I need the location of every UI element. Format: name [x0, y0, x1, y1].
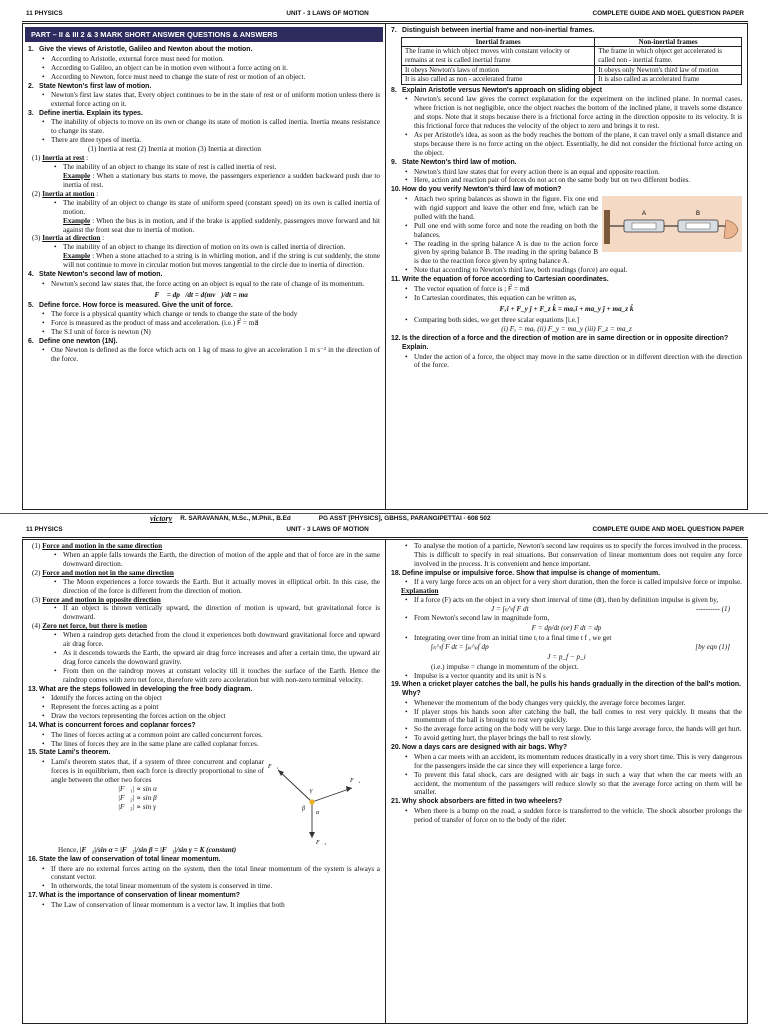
answer-bullet: • Note that according to Newton's third law, both readings (force) are equal.	[405, 266, 742, 275]
page-one	[22, 10, 748, 510]
question-6: 6. Define one newton (1N).	[28, 337, 118, 345]
equation: J = ∫ₜᵢ^ₜf F dt ---------- (1)	[491, 605, 730, 614]
explanation-heading: Explanation	[401, 587, 439, 596]
question-14: 14. What is concurrent forces and coplanar forces?	[28, 722, 196, 730]
answer-bullet: • When an apple falls towards the Earth, the direction of motion of the apple and that of force are in the same downward direction.	[54, 551, 380, 569]
answer-list	[391, 578, 742, 587]
table-cell: It obeys only Newton's third law of motion	[595, 65, 742, 75]
answer-list	[28, 865, 380, 892]
answer-list	[28, 346, 380, 364]
answer-bullet: • In otherwords, the total linear momentum of the system is conserved in time.	[42, 882, 380, 891]
answer-bullet: • So the average force acting on the body will be very large. Due to this large average force, the hands will get hurt.	[405, 725, 742, 734]
subheading: (1) Force and motion in the same direction	[32, 542, 163, 550]
page-footer	[0, 513, 768, 524]
header-guide: COMPLETE GUIDE AND MOEL QUESTION PAPER	[592, 10, 744, 17]
answer-bullet: • To analyse the motion of a particle, Newton's second law requires us to specify the forces involved in the process. This is difficult to specify in real situations. But conservation of linear momentum does not require any force involved in the process. It is convenient and hence important.	[405, 542, 742, 569]
equation: (i) Fₓ = maₓ (ii) F_y = ma_y (iii) F_z = ma_z	[501, 325, 632, 334]
answer-bullet: • To avoid getting hurt, the player brings the ball to rest slowly.	[405, 734, 742, 743]
answer-bullet: • Integrating over time from an initial time tᵢ to a final time t f , we get	[405, 634, 742, 643]
answer-list	[391, 753, 742, 798]
answer-bullet: • The inability of an object to change its direction of motion on its own is called inertia of direction. Example : When a stone attached to a string is in whirling motion, and if the string is cut suddenly, the stone will not continue to move in circular motion but moves tangential to the circle due to inertia of direction.	[54, 243, 380, 270]
answer-bullet: • From then on the raindrop moves at constant velocity till it touches the surface of the Earth. Hence the raindrop comes with zero net force, therefore with zero acceleration but with non-zero terminal velocity.	[54, 667, 380, 685]
answer-bullet: • The Law of conservation of linear momentum is a vector law. It implies that both	[42, 901, 380, 910]
question-9: 9. State Newton's third law of motion.	[391, 158, 517, 166]
answer-list	[391, 807, 742, 825]
answer-bullet: • Newton's third law states that for every action there is an equal and opposite reaction.	[405, 168, 742, 177]
answer-list	[391, 699, 742, 744]
answer-bullet: • In Cartesian coordinates, this equation can be written as,	[405, 294, 742, 303]
subheading: (3) Force and motion in opposite direction	[32, 595, 161, 604]
label-a: A	[642, 210, 647, 217]
table-cell: The frame in which object moves with constant velocity or remains at rest is called inertial frame	[402, 47, 595, 65]
answer-bullet: • Draw the vectors representing the forces action on the object	[42, 712, 380, 721]
label-f2: F⃗₂	[350, 778, 360, 785]
answer-bullet: • The reading in the spring balance A is due to the action force given by spring balance B. The reading in the spring balance B is due to the reaction force given by spring balance A.	[405, 240, 742, 267]
answer-bullet: • Force is measured as the product of mass and acceleration. (i.e.) F⃗ = ma⃗	[42, 319, 380, 328]
table-cell: It obeys Newton's laws of motion	[402, 65, 595, 75]
answer-bullet: • Pull one end with some force and note the reading on both the balances.	[405, 222, 742, 240]
answer-bullet: • One Newton is defined as the force which acts on 1 kg of mass to give an acceleration 1 m s⁻² in the direction of the force.	[42, 346, 380, 364]
footer-brand: victory	[150, 514, 173, 524]
answer-bullet: • According to Aristotle, external force must need for motion.	[42, 55, 380, 64]
question-7: 7. Distinguish between inertial frame and non-inertial frames.	[391, 27, 595, 34]
subheading: (3) Inertia at direction :	[32, 234, 105, 243]
label-f1: F⃗₁	[268, 764, 279, 771]
answer-bullet: • As it descends towards the Earth, the upward air drag force increases and after a certain time, the upward air drag force cancels the downward gravity.	[54, 649, 380, 667]
answer-bullet: • Impulse is a vector quantity and its unit is N s	[405, 672, 742, 681]
question-18: 18. Define impulse or impulsive force. Show that impulse is change of momentum.	[391, 569, 661, 577]
answer-bullet: • When there is a bump on the road, a sudden force is transferred to the vehicle. The shock absorber prolongs the period of transfer of force on to the body of the rider.	[405, 807, 742, 825]
answer-bullet: • The vector equation of force is ; F⃗ = ma⃗	[405, 285, 742, 294]
answer-list	[28, 163, 380, 190]
answer-bullet: • If a force (F) acts on the object in a very short interval of time (dt), then by definition impulse is given by,	[405, 596, 742, 605]
question-15: 15. State Lami's theorem.	[28, 749, 111, 757]
answer-list	[391, 285, 742, 303]
answer-bullet: • There are three types of inertia.	[42, 136, 380, 145]
answer-bullet: • Newton's second law states that, the force acting on an object is equal to the rate of change of its momentum.	[42, 280, 380, 289]
answer-list	[28, 310, 380, 337]
answer-bullet: • The lines of forces they are in the same plane are called coplanar forces.	[42, 740, 380, 749]
question-4: 4. State Newton's second law of motion.	[28, 271, 163, 279]
equation: Fₓî + F_y ĵ + F_z k̂ = maₓî + ma_y ĵ + ma_z k̂	[499, 304, 634, 313]
answer-list	[391, 614, 742, 623]
answer-list	[28, 901, 380, 910]
answer-list	[391, 316, 742, 325]
proportionalities: |F⃗₁| ∝ sin α |F⃗₂| ∝ sin β |F⃗₃| ∝ sin γ	[118, 784, 157, 811]
answer-list	[391, 353, 742, 371]
answer-bullet: • The inability of objects to move on its own or change its state of motion is called inertia. Inertia means resistance to change its state.	[42, 118, 380, 136]
answer-bullet: • If an object is thrown vertically upward, the direction of motion is upward, but gravitational force is downward.	[54, 604, 380, 622]
header-subject: 11 PHYSICS	[26, 526, 63, 533]
answer-list	[28, 758, 380, 785]
answer-bullet: • Comparing both sides, we get three scalar equations [i.e.]	[405, 316, 742, 325]
label-f3: F⃗₃	[316, 840, 327, 847]
subheading: (2) Force and motion not in the same direction	[32, 568, 174, 577]
table-row	[402, 47, 742, 65]
answer-bullet: • Whenever the momentum of the body changes very quickly, the average force becomes larger.	[405, 699, 742, 708]
table-row	[402, 65, 742, 75]
answer-list	[28, 578, 380, 596]
answer-list	[28, 731, 380, 749]
right-column	[386, 24, 747, 509]
left-column	[23, 24, 386, 509]
part-banner: PART – II & III 2 & 3 MARK SHORT ANSWER QUESTIONS & ANSWERS	[25, 27, 383, 42]
label-beta: β	[302, 806, 305, 813]
question-17: 17. What is the importance of conservation of linear momentum?	[28, 892, 241, 900]
subheading: (4) Zero net force, but there is motion	[32, 622, 147, 631]
answer-list	[28, 551, 380, 569]
impulse-statement: (i.e.) impulse = change in momentum of the object.	[431, 662, 579, 671]
answer-bullet: • The inability of an object to change its state of rest is called inertia of rest. Example : When a stationary bus starts to move, the passengers experience a sudden backward push due to inertia of rest.	[54, 163, 380, 190]
question-13: 13. What are the steps followed in developing the free body diagram.	[28, 685, 253, 693]
page-header	[22, 10, 748, 22]
question-5: 5. Define force. How force is measured. Give the unit of force.	[28, 301, 233, 309]
question-10: 10. How do you verify Newton's third law of motion?	[391, 186, 562, 194]
answer-bullet: • When a car meets with an accident, its momentum reduces drastically in a very short time. This is very dangerous for the passengers inside the car since they will experience a large force.	[405, 753, 742, 771]
answer-list	[28, 199, 380, 235]
answer-bullet: • To prevent this fatal shock, cars are designed with air bags in such a way that when the car meets with an accident, the momentum of the passengers will reduce slowly so that the average force acting on them will be smaller.	[405, 771, 742, 798]
answer-bullet: • As per Aristotle's idea, as soon as the body reaches the bottom of the plane, it can travel only a small distance and stops because there is no force acting on the object. Essentially, he did not consider the frictional force acting on the object.	[405, 131, 742, 158]
footer-author: R. SARAVANAN, M.Sc., M.Phil., B.Ed	[180, 515, 291, 523]
answer-bullet: • If player stops his hands soon after catching the ball, the ball comes to rest very quickly. It means that the momentum of the ball is brought to rest very quickly.	[405, 708, 742, 726]
answer-list	[28, 91, 380, 109]
equation: F⃗ = dp⃗/dt = d(mv⃗)/dt = ma⃗	[154, 290, 254, 299]
page-two	[22, 526, 748, 1024]
table-header: Inertial frames	[402, 37, 595, 47]
header-unit: UNIT - 3 LAWS OF MOTION	[286, 526, 369, 533]
footer-post: PG ASST [PHYSICS], GBHSS, PARANGIPETTAI - 608 502	[318, 515, 491, 523]
answer-bullet: • Represent the forces acting as a point	[42, 703, 380, 712]
question-8: 8. Explain Aristotle versus Newton's approach on sliding object	[391, 86, 603, 94]
question-1: 1. Give the views of Aristotle, Galileo and Newton about the motion.	[28, 46, 253, 54]
question-19: 19. When a cricket player catches the ball, he pulls his hands gradually in the direction of the ball's motion. Why?	[391, 681, 741, 698]
answer-list	[391, 95, 742, 157]
subheading: (1) Inertia at rest :	[32, 154, 89, 163]
answer-bullet: • According to Newton, force must need to change the state of rest or motion of an object.	[42, 73, 380, 82]
header-unit: UNIT - 3 LAWS OF MOTION	[286, 10, 369, 17]
answer-list	[391, 542, 742, 569]
page-frame	[22, 539, 748, 1024]
answer-list	[28, 55, 380, 82]
answer-bullet: • Identify the forces acting on the object	[42, 694, 380, 703]
header-guide: COMPLETE GUIDE AND MOEL QUESTION PAPER	[592, 526, 744, 533]
answer-bullet: • Here, action and reaction pair of forces do not act on the same body but on two different bodies.	[405, 176, 742, 185]
answer-bullet: • From Newton's second law in magnitude form,	[405, 614, 742, 623]
equation: J = p_f − p_i	[547, 652, 586, 661]
equation: ∫ₜᵢ^ₜf F dt = ∫ₚᵢ^ₚf dp [by eqn (1)]	[431, 642, 730, 651]
answer-list	[391, 672, 742, 681]
answer-bullet: • Newton's first law states that, Every object continues to be in the state of rest or of uniform motion unless there is external force acting on it.	[42, 91, 380, 109]
answer-list	[391, 168, 742, 186]
answer-bullet: • The Moon experiences a force towards the Earth. But it actually moves in elliptical orbit. In this case, the direction of the force is different from the direction of motion.	[54, 578, 380, 596]
page-frame	[22, 23, 748, 510]
answer-bullet: • Under the action of a force, the object may move in the same direction or in different direction with the direction of the force.	[405, 353, 742, 371]
question-16: 16. State the law of conservation of total linear momentum.	[28, 855, 221, 863]
answer-bullet: • The inability of an object to change its state of uniform speed (constant speed) on its own is called inertia of motion. Example : When the bus is in motion, and if the brake is applied suddenly, passengers move forward and hit against the front seat due to inertia of motion.	[54, 199, 380, 235]
table-cell: It is also called as accelerated frame	[595, 75, 742, 85]
table-header: Non-inertial frames	[595, 37, 742, 47]
answer-list	[28, 118, 380, 145]
label-alpha: α	[316, 810, 320, 817]
answer-bullet: • Lami's theorem states that, if a system of three concurrent and coplanar forces is in equilibrium, then each force is directly proportional to sine of angle between the other two forces	[42, 758, 380, 785]
answer-bullet: • The lines of forces acting at a common point are called concurrent forces.	[42, 731, 380, 740]
answer-list	[28, 694, 380, 721]
right-column	[386, 540, 747, 1023]
inertia-types: (1) Inertia at rest (2) Inertia at motion (3) Inertia at direction	[88, 145, 262, 154]
header-subject: 11 PHYSICS	[26, 10, 63, 17]
table-cell: The frame in which object get accelerated is called non - inertial frame.	[595, 47, 742, 65]
answer-bullet: • If a very large force acts on an object for a very short duration, then the force is called impulsive force or impulse.	[405, 578, 742, 587]
page-header	[22, 526, 748, 538]
equation: F = dp/dt (or) F dt = dp	[531, 623, 602, 632]
answer-bullet: • If there are no external forces acting on the system, then the total linear momentum of the system is always a constant vector.	[42, 865, 380, 883]
question-12: 12. Is the direction of a force and the direction of motion are in same direction or in opposite direction? Explain.	[391, 335, 729, 351]
question-3: 3. Define inertia. Explain its types.	[28, 109, 143, 117]
question-11: 11. Write the equation of force according to Cartesian coordinates.	[391, 276, 609, 284]
answer-list	[391, 634, 742, 643]
left-column	[23, 540, 386, 1023]
answer-bullet: • The S.I unit of force is newton (N)	[42, 328, 380, 337]
answer-list	[28, 604, 380, 622]
lami-equation: Hence, |F⃗₁|/sin α = |F⃗₂|/sin β = |F⃗₃|/sin γ = K (constant)	[58, 846, 237, 855]
answer-list	[28, 631, 380, 685]
subheading: (2) Inertia at motion :	[32, 189, 99, 198]
answer-bullet: • Newton's second law gives the correct explanation for the experiment on the inclined plane. In normal cases, where friction is not negligible, once the object reaches the bottom of the inclined plane, it travels some distance and stops. Note that it stops because there is a frictional force acting in the direction opposite to its velocity. It is this frictional force that reduces the velocity of the object to zero and brings it to rest.	[405, 95, 742, 131]
answer-bullet: • The force is a physical quantity which change or tends to change the state of the body	[42, 310, 380, 319]
label-b: B	[696, 210, 701, 217]
answer-bullet: • According to Galileo, an object can be in motion even without a force acting on it.	[42, 64, 380, 73]
question-21: 21. Why shock absorbers are fitted in two wheelers?	[391, 798, 563, 806]
label-gamma: γ	[310, 788, 313, 795]
question-20: 20. Now a days cars are designed with air bags. Why?	[391, 744, 568, 752]
answer-list	[28, 243, 380, 270]
answer-list	[391, 596, 742, 605]
answer-bullet: • When a raindrop gets detached from the cloud it experiences both downward gravitational force and upward air drag force.	[54, 631, 380, 649]
answer-list	[391, 195, 742, 275]
answer-list	[28, 280, 380, 289]
answer-bullet: • Attach two spring balances as shown in the figure. Fix one end with rigid support and leave the other end free, which can be pulled with the hand.	[405, 195, 742, 222]
table-cell: It is also called as non - accelerated frame	[402, 75, 595, 85]
table-row	[402, 75, 742, 85]
comparison-table	[401, 37, 742, 85]
question-2: 2. State Newton's first law of motion.	[28, 82, 152, 90]
